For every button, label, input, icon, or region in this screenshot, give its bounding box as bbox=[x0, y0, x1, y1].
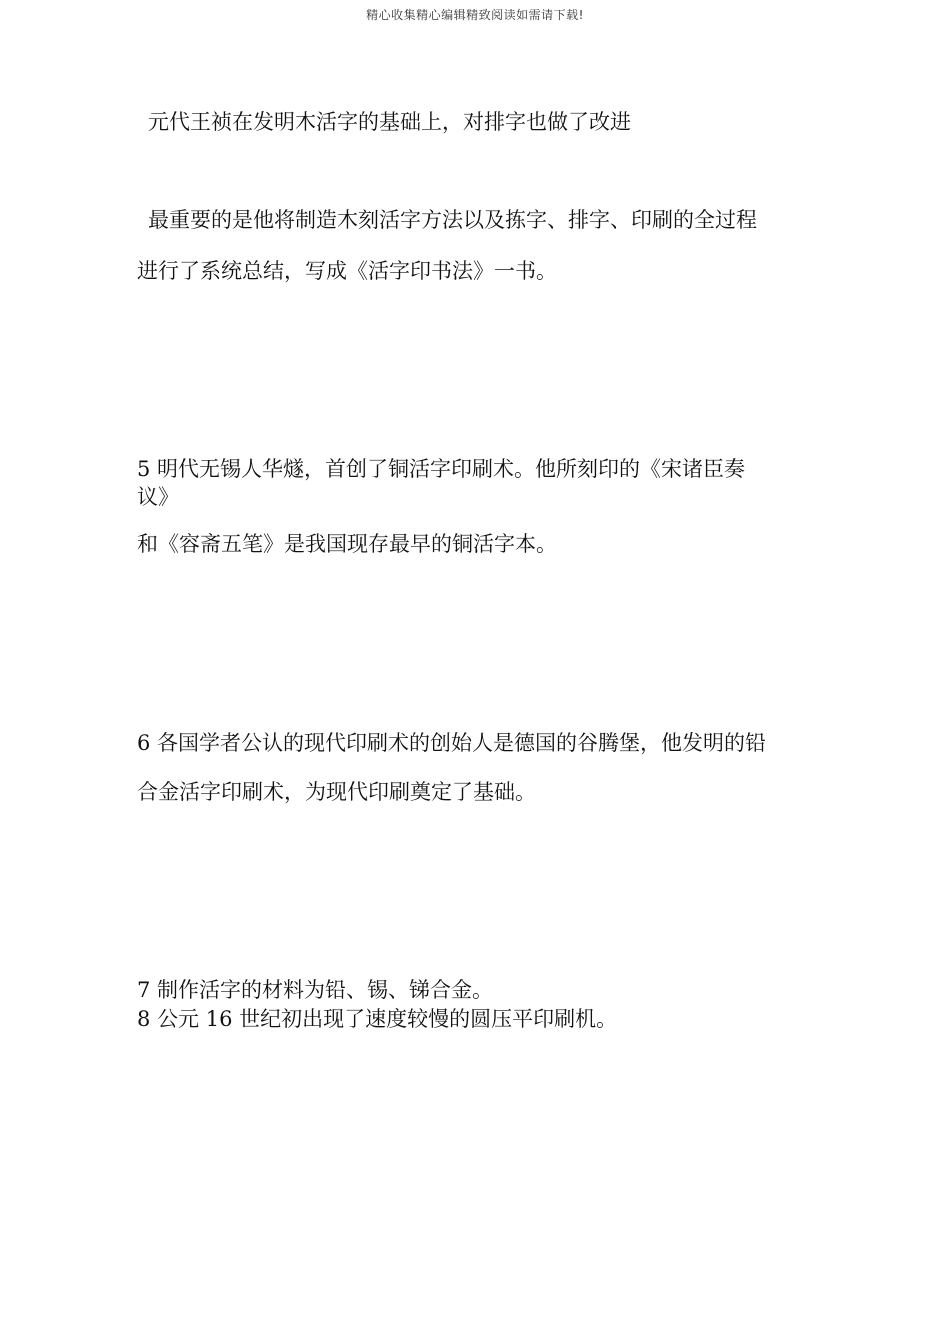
item-7: 7 制作活字的材料为铅、锡、锑合金。 bbox=[137, 978, 494, 1002]
item-5-line-1: 5 明代无锡人华燧，首创了铜活字印刷术。他所刻印的《宋诸臣奏 bbox=[137, 457, 746, 481]
paragraph-summary-line-2: 进行了系统总结，写成《活字印书法》一书。 bbox=[137, 259, 557, 283]
item-6-line-2: 合金活字印刷术，为现代印刷奠定了基础。 bbox=[137, 780, 536, 804]
paragraph-summary-line-1: 最重要的是他将制造木刻活字方法以及拣字、排字、印刷的全过程 bbox=[148, 208, 757, 232]
item-5-line-3: 和《容斋五笔》是我国现存最早的铜活字本。 bbox=[137, 532, 557, 556]
item-5-line-2: 议》 bbox=[137, 485, 179, 509]
paragraph-wang-zhen: 元代王祯在发明木活字的基础上，对排字也做了改进 bbox=[148, 110, 631, 134]
item-8: 8 公元 16 世纪初出现了速度较慢的圆压平印刷机。 bbox=[137, 1007, 618, 1031]
page-header: 精心收集精心编辑精致阅读如需请下载! bbox=[366, 8, 584, 22]
item-6-line-1: 6 各国学者公认的现代印刷术的创始人是德国的谷腾堡，他发明的铅 bbox=[137, 731, 767, 755]
